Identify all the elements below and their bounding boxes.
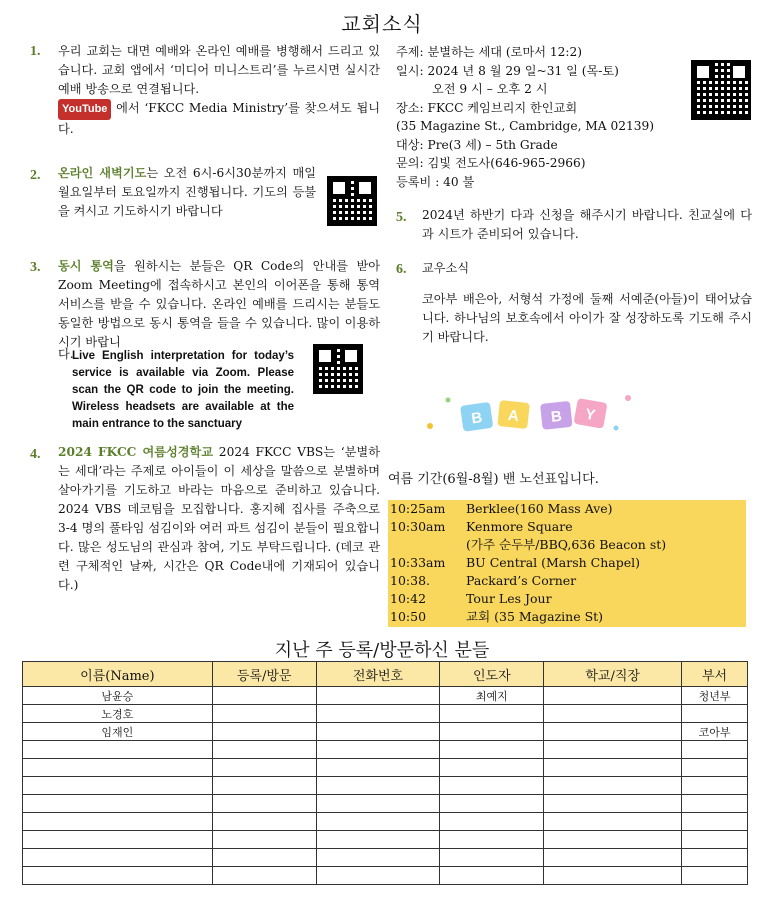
table-cell (212, 831, 316, 849)
vbs-time: 오전 9 시 – 오후 2 시 (432, 82, 548, 96)
table-cell: 노경호 (23, 705, 213, 723)
vbs-target: 대상: Pre(3 세) – 5th Grade (396, 137, 558, 152)
table-cell (544, 687, 682, 705)
item-5-text: 2024년 하반기 다과 신청을 해주시기 바랍니다. 친교실에 다과 시트가 준비되어 있습니다. (422, 208, 752, 241)
vbs-address: (35 Magazine St., Cambridge, MA 02139) (396, 119, 654, 133)
vbs-place: 장소: FKCC 케임브리지 한인교회 (396, 100, 578, 115)
vbs-theme: 주제: 분별하는 세대 (로마서 12:2) (396, 45, 582, 59)
table-row (23, 795, 748, 813)
item-3-heading: 동시 통역 (58, 259, 114, 273)
table-cell (544, 813, 682, 831)
table-cell (23, 831, 213, 849)
zoom-qr-code (313, 344, 363, 394)
table-cell (440, 867, 544, 885)
table-cell (212, 777, 316, 795)
column-header: 이름(Name) (23, 662, 213, 687)
baby-letter-2: A (507, 406, 520, 426)
table-cell (316, 687, 440, 705)
item-2-text (58, 164, 316, 221)
table-cell (544, 867, 682, 885)
item-4-text (58, 443, 380, 595)
table-cell (23, 795, 213, 813)
table-cell (682, 867, 748, 885)
item-1-text-a: 우리 교회는 대면 예배와 온라인 예배를 병행해서 드리고 있습니다. 교회 앱에서 ‘미디어 미니스트리’를 누르시면 실시간 예배 방송으로 연결됩니다. (58, 44, 380, 96)
table-cell (440, 813, 544, 831)
table-cell (316, 723, 440, 741)
bus-stop: Tour Les Jour (466, 591, 552, 606)
prayer-qr-code (327, 176, 377, 226)
table-cell (23, 741, 213, 759)
column-header: 등록/방문 (212, 662, 316, 687)
column-header: 전화번호 (316, 662, 440, 687)
bus-row (388, 608, 746, 626)
table-cell (316, 705, 440, 723)
table-cell (316, 759, 440, 777)
bus-time: 10:42 (390, 591, 427, 606)
item-3-number: 3. (30, 260, 41, 275)
bus-intro: 여름 기간(6월-8월) 밴 노선표입니다. (388, 472, 599, 487)
table-cell (682, 777, 748, 795)
vbs-qr-code (691, 60, 751, 120)
item-6-number: 6. (396, 262, 407, 277)
baby-blocks-graphic (418, 388, 640, 444)
table-header-row (23, 662, 748, 687)
table-cell: 최예지 (440, 687, 544, 705)
table-cell (316, 795, 440, 813)
table-cell (544, 795, 682, 813)
bus-row (388, 536, 746, 554)
bus-stop: 교회 (35 Magazine St) (466, 609, 604, 624)
visitors-title: 지난 주 등록/방문하신 분들 (274, 640, 490, 661)
table-cell (440, 723, 544, 741)
table-row (23, 867, 748, 885)
table-cell (316, 777, 440, 795)
youtube-logo: YouTube (58, 99, 111, 120)
table-cell: 남윤승 (23, 687, 213, 705)
item-2-heading: 온라인 새벽기도 (58, 166, 147, 180)
bus-time: 10:50 (390, 609, 427, 624)
item-3-text-end: 다. (58, 347, 74, 361)
baby-letter-3: B (550, 407, 563, 426)
table-cell (682, 795, 748, 813)
table-cell (212, 849, 316, 867)
bus-time: 10:38. (390, 573, 430, 588)
item-4-number: 4. (30, 447, 41, 462)
column-header: 부서 (682, 662, 748, 687)
table-cell (316, 849, 440, 867)
table-cell (544, 741, 682, 759)
bus-stop: (가주 순두부/BBQ,636 Beacon st) (466, 537, 667, 552)
column-header: 인도자 (440, 662, 544, 687)
bus-time: 10:25am (390, 501, 446, 516)
table-cell (212, 795, 316, 813)
column-header: 학교/직장 (544, 662, 682, 687)
table-cell (440, 759, 544, 777)
table-cell (212, 687, 316, 705)
table-cell (544, 831, 682, 849)
table-cell (682, 705, 748, 723)
bus-stop: Packard’s Corner (466, 573, 577, 588)
item-3-english-text: Live English interpretation for today’s service is available via Zoom. Please scan the QR code to join the meeting. Wireless headsets are available at the main entrance to the sanctuary (72, 350, 294, 430)
table-cell: 코아부 (682, 723, 748, 741)
baby-letter-1: B (470, 409, 484, 428)
table-row (23, 741, 748, 759)
table-cell (682, 759, 748, 777)
item-1-text (58, 42, 380, 139)
table-row (23, 723, 748, 741)
table-cell: 청년부 (682, 687, 748, 705)
item-1-text-b: 에서 ‘FKCC Media Ministry’를 찾으셔도 됩니다. (58, 101, 381, 136)
item-2-body: 는 오전 6시-6시30분까지 매일 월요일부터 토요일까지 진행됩니다. 기도의 등불을 켜시고 기도하시기 바랍니다 (58, 166, 316, 218)
table-cell (212, 867, 316, 885)
table-cell (440, 849, 544, 867)
item-3-body: 을 원하시는 분들은 QR Code의 안내를 받아 Zoom Meeting에 접속하시고 본인의 이어폰을 통해 통역 서비스를 받을 수 있습니다. 온라인 예배를 드리시는 분들도 동일한 방법으로 동시 통역을 들을 수 있습니다. 많이 이용하시기 바랍니 (58, 259, 380, 349)
table-cell (682, 849, 748, 867)
baby-letter-4: Y (583, 405, 597, 425)
table-cell (23, 867, 213, 885)
bus-row (388, 554, 746, 572)
visitors-table (22, 661, 748, 885)
table-cell (440, 741, 544, 759)
table-cell (316, 867, 440, 885)
table-cell (440, 831, 544, 849)
table-cell (23, 813, 213, 831)
item-4-body: 2024 FKCC VBS는 ‘분별하는 세대’라는 주제로 아이들이 이 세상을 말씀으로 분별하며 살아가기를 기도하고 바라는 마음으로 준비하고 있습니다. 2024 VBS 데코팀을 모집합니다. 홍지혜 집사를 주축으로 3-4 명의 풀타임 섬김이와 여러 파트 섬김이 분들이 필요합니다. 많은 성도님의 관심과 참여, 기도 부탁드립니다. (데코 관련 구체적인 날짜, 시간은 QR Code내에 기재되어 있습니다.) (58, 445, 380, 592)
bus-time (388, 536, 466, 554)
bus-time: 10:33am (390, 555, 446, 570)
table-cell (440, 795, 544, 813)
item-6-heading: 교우소식 (422, 261, 470, 275)
table-cell (212, 741, 316, 759)
table-cell (23, 849, 213, 867)
bus-row (388, 590, 746, 608)
bus-time: 10:30am (390, 519, 446, 534)
table-cell (212, 705, 316, 723)
table-row (23, 687, 748, 705)
bus-row (388, 500, 746, 518)
table-cell (212, 723, 316, 741)
table-cell (316, 741, 440, 759)
table-cell (544, 777, 682, 795)
table-cell (544, 723, 682, 741)
table-cell (316, 813, 440, 831)
table-cell (544, 705, 682, 723)
table-cell (682, 831, 748, 849)
item-4-heading: 2024 FKCC 여름성경학교 (58, 445, 214, 459)
table-cell (212, 813, 316, 831)
table-cell (316, 831, 440, 849)
table-cell (440, 777, 544, 795)
table-row (23, 759, 748, 777)
page-title: 교회소식 (341, 12, 423, 36)
table-row (23, 813, 748, 831)
item-3-text (58, 257, 380, 352)
table-row (23, 777, 748, 795)
bus-stop: Kenmore Square (466, 519, 573, 534)
bus-row (388, 518, 746, 536)
vbs-contact: 문의: 김빛 전도사(646-965-2966) (396, 156, 586, 170)
bus-stop: Berklee(160 Mass Ave) (466, 501, 613, 516)
table-cell: 임재인 (23, 723, 213, 741)
table-row (23, 831, 748, 849)
item-5-number: 5. (396, 210, 407, 225)
table-cell (682, 741, 748, 759)
vbs-fee: 등록비 : 40 불 (396, 174, 475, 189)
table-cell (544, 849, 682, 867)
table-cell (23, 759, 213, 777)
bus-stop: BU Central (Marsh Chapel) (466, 555, 641, 570)
table-cell (23, 777, 213, 795)
table-cell (212, 759, 316, 777)
item-6-text: 코아부 배은아, 서형석 가정에 둘째 서예준(아들)이 태어났습니다. 하나님의 보호속에서 아이가 잘 성장하도록 기도해 주시기 바랍니다. (422, 292, 752, 344)
table-cell (440, 705, 544, 723)
table-cell (544, 759, 682, 777)
item-1-number: 1. (30, 44, 41, 59)
table-row (23, 705, 748, 723)
bus-row (388, 572, 746, 590)
item-2-number: 2. (30, 168, 41, 183)
vbs-info (396, 43, 686, 191)
bus-schedule (388, 500, 746, 627)
vbs-date: 일시: 2024 년 8 월 29 일~31 일 (목-토) (396, 63, 619, 78)
table-row (23, 849, 748, 867)
table-cell (682, 813, 748, 831)
